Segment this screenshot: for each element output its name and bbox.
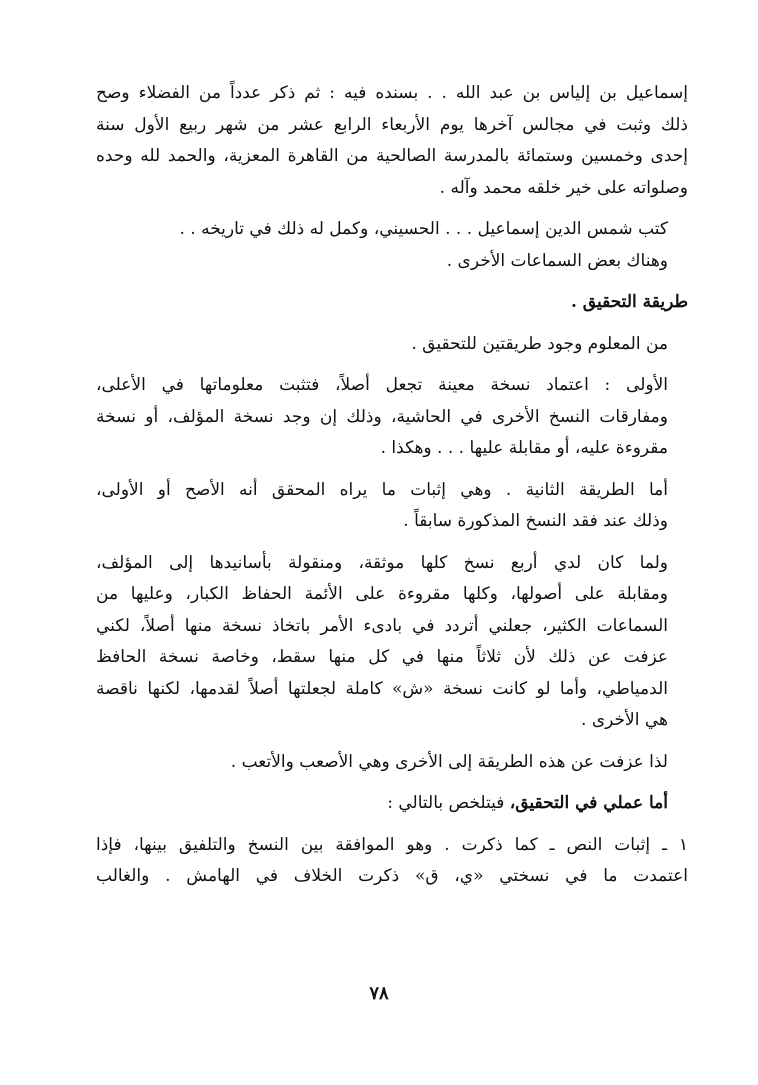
text-line: كتب شمس الدين إسماعيل . . . الحسيني، وكمل له ذلك في تاريخه . . xyxy=(179,219,668,239)
paragraph-sama-record xyxy=(96,78,688,204)
text-line: ولما كان لدي أربع نسخ كلها موثقة، ومنقولة بأسانيدها إلى المؤلف، xyxy=(96,552,668,573)
text-line: اعتمدت ما في نسختي «ي، ق» ذكرت الخلاف في الهامش . والغالب xyxy=(96,866,688,886)
paragraph-manuscripts xyxy=(96,548,688,737)
paragraph-first-method xyxy=(96,370,688,465)
text-line: ١ ـ إثبات النص ـ كما ذكرت . وهو الموافقة بين النسخ والتلفيق بينها، فإذا xyxy=(96,834,688,855)
paragraph-item-one xyxy=(96,830,688,893)
paragraph-my-work xyxy=(96,788,688,820)
text-line: إسماعيل بن إلياس بن عبد الله . . بسنده فيه : ثم ذكر عدداً من الفضلاء وصح xyxy=(96,83,688,103)
text-line: ذلك وثبت في مجالس آخرها يوم الأربعاء الرابع عشر من شهر ربيع الأول سنة xyxy=(96,114,688,135)
paragraph-chosen-method xyxy=(96,747,688,779)
text-line: وذلك عند فقد النسخ المذكورة سابقاً . xyxy=(403,511,668,531)
text-line: لذا عزفت عن هذه الطريقة إلى الأخرى وهي الأصعب والأتعب . xyxy=(230,751,668,772)
text-line: أما الطريقة الثانية . وهي إثبات ما يراه المحقق أنه الأصح أو الأولى، xyxy=(96,479,668,500)
text-line: الأولى : اعتماد نسخة معينة تجعل أصلاً، فتثبت معلوماتها في الأعلى، xyxy=(96,375,668,395)
text-line: الدمياطي، وأما لو كانت نسخة «ش» كاملة لجعلتها أصلاً لقدمها، لكنها ناقصة xyxy=(96,678,668,699)
text-span: فيتلخص بالتالي : xyxy=(387,793,510,813)
text-line: مقروءة عليه، أو مقابلة عليها . . . وهكذا . xyxy=(380,438,668,458)
bold-phrase: أما عملي في التحقيق، xyxy=(509,793,668,813)
paragraph-two-methods xyxy=(96,329,688,361)
text-line xyxy=(96,788,688,820)
page-number: ٧٨ xyxy=(369,983,389,1004)
paragraph-second-method xyxy=(96,475,688,538)
text-line: من المعلوم وجود طريقتين للتحقيق . xyxy=(411,333,668,354)
text-line: وصلواته على خير خلقه محمد وآله . xyxy=(439,177,688,198)
text-line: ومقابلة على أصولها، وكلها مقروءة على الأئمة الحفاظ الكبار، وعليها من xyxy=(96,584,668,604)
text-line: إحدى وخمسين وستمائة بالمدرسة الصالحية من القاهرة المعزية، والحمد لله وحده xyxy=(96,146,688,166)
text-line: هي الأخرى . xyxy=(581,710,668,730)
text-line: ومفارقات النسخ الأخرى في الحاشية، وذلك إن وجد نسخة المؤلف، أو نسخة xyxy=(96,406,668,427)
text-line: السماعات الكثير، جعلني أتردد في بادىء الأمر باتخاذ نسخة منها أصلاً، لكني xyxy=(96,615,668,636)
paragraph-shams-aldin xyxy=(96,214,688,277)
text-line: عزفت عن ذلك لأن ثلاثاً منها في كل منها سقط، وخاصة نسخة الحافظ xyxy=(96,647,668,667)
page-body xyxy=(96,78,688,903)
section-heading: طريقة التحقيق . xyxy=(570,292,688,312)
text-line: وهناك بعض السماعات الأخرى . xyxy=(446,250,668,271)
